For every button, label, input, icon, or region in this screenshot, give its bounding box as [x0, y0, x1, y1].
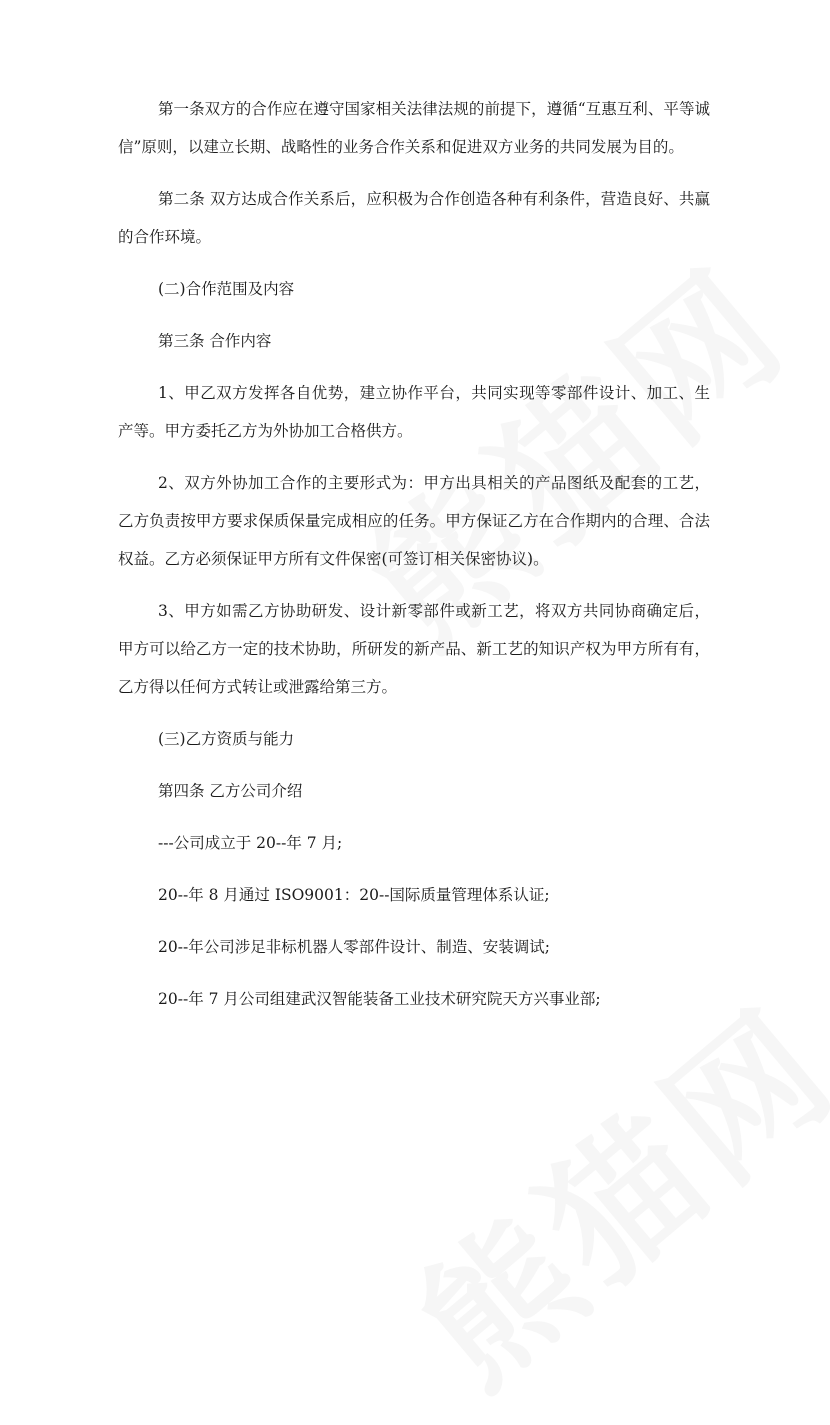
document-body	[118, 90, 710, 1032]
article-3-item-3: 3、甲方如需乙方协助研发、设计新零部件或新工艺，将双方共同协商确定后，甲方可以给乙方一定的技术协助，所研发的新产品、新工艺的知识产权为甲方所有有，乙方得以任何方式转让或泄露给第三方。	[118, 602, 710, 696]
history-item-institute: 20--年 7 月公司组建武汉智能装备工业技术研究院天方兴事业部;	[158, 990, 601, 1008]
section-heading-qualification: (三)乙方资质与能力	[158, 730, 295, 748]
history-item-founded: ---公司成立于 20--年 7 月;	[158, 834, 343, 852]
article-3-item-2: 2、双方外协加工合作的主要形式为：甲方出具相关的产品图纸及配套的工艺，乙方负责按甲方要求保质保量完成相应的任务。甲方保证乙方在合作期内的合理、合法权益。乙方必须保证甲方所有文件保密(可签订相关保密协议)。	[118, 474, 710, 568]
article-1-paragraph: 第一条双方的合作应在遵守国家相关法律法规的前提下，遵循“互惠互利、平等诚信”原则，以建立长期、战略性的业务合作关系和促进双方业务的共同发展为目的。	[118, 100, 710, 156]
article-3-heading: 第三条 合作内容	[158, 332, 272, 350]
article-3-item-1: 1、甲乙双方发挥各自优势，建立协作平台，共同实现等零部件设计、加工、生产等。甲方委托乙方为外协加工合格供方。	[118, 384, 710, 440]
article-2-paragraph: 第二条 双方达成合作关系后，应积极为合作创造各种有利条件，营造良好、共赢的合作环境。	[118, 190, 710, 246]
history-item-robotics: 20--年公司涉足非标机器人零部件设计、制造、安装调试;	[158, 938, 550, 956]
history-item-iso: 20--年 8 月通过 ISO9001：20--国际质量管理体系认证;	[158, 886, 550, 904]
article-4-heading: 第四条 乙方公司介绍	[158, 782, 303, 800]
section-heading-scope: (二)合作范围及内容	[158, 280, 295, 298]
